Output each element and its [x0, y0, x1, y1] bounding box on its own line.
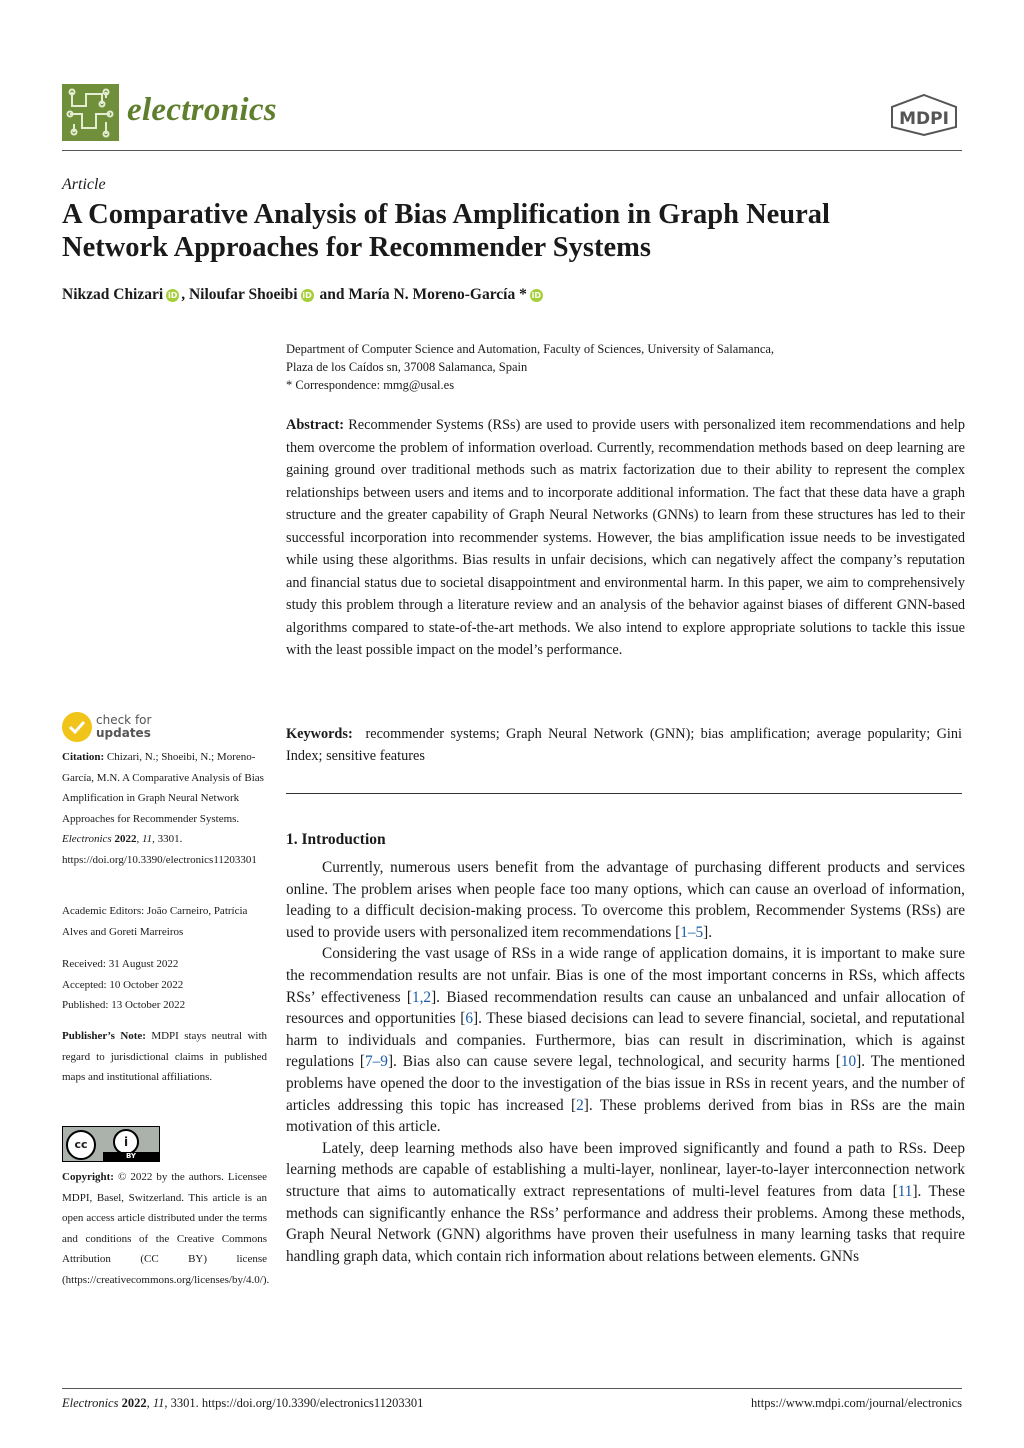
text-run: ]. These biased decisions can lead to severe financial, societal, and reputational harm to individuals and companies. Furthermore, bias can result in discrimination, which is against regulations [	[286, 1010, 965, 1071]
footer-divider	[62, 1388, 962, 1389]
footer-journal-url[interactable]: https://www.mdpi.com/journal/electronics	[751, 1396, 962, 1410]
citation-link[interactable]: 2	[576, 1096, 584, 1114]
citation-link[interactable]: 6	[465, 1010, 473, 1028]
introduction-body	[286, 857, 965, 1267]
text-run: ]. These problems derived from bias in RSs are the main motivation of this article.	[286, 1096, 966, 1136]
affiliation-line: Department of Computer Science and Automation, Faculty of Sciences, University of Salamanca,	[286, 342, 775, 356]
citation-link[interactable]: 1–5	[680, 923, 704, 941]
published-date: Published: 13 October 2022	[62, 999, 186, 1011]
title-line-1: A Comparative Analysis of Bias Amplification in Graph Neural	[62, 199, 830, 230]
section-heading: 1. Introduction	[286, 831, 386, 848]
author-separator: ,	[181, 286, 189, 303]
abstract-text: Recommender Systems (RSs) are used to provide users with personalized item recommendations and help them overcome the problem of information overload. Currently, recommendation methods based on deep learning are gaining ground over traditional methods such as matrix factorization due to their ability to represent the complex relationships between users and items and to incorporate additional information. The fact that these data have a graph structure and the greater capability of Graph Neural Networks (GNNs) to learn from these structures has led to their successful incorporation into recommender systems. However, the bias amplification issue needs to be investigated while using these algorithms. Bias results in unfair decisions, which can negatively affect the company’s reputation and financial status due to societal disappointment and environmental harm. In this paper, we aim to comprehensively study this problem through a literature review and an analysis of the behavior against biases of different GNN-based algorithms compared to state-of-the-art methods. We also intend to explore appropriate solutions to tackle this issue with the least possible impact on the model’s performance.	[286, 417, 965, 658]
copyright-notice	[62, 1167, 270, 1290]
mdpi-logo[interactable]	[888, 93, 960, 137]
text-run: ]. The mentioned problems have opened the door to the investigation of the bias issue in RSs in recent years, and the number of articles addressing this topic has increased [	[286, 1053, 965, 1114]
text-run: ]. Bias also can cause severe legal, technological, and security harms [	[387, 1053, 841, 1071]
article-type: Article	[62, 176, 106, 193]
cc-icon: cc	[66, 1130, 96, 1160]
footer-volume: , 11	[146, 1396, 165, 1410]
journal-name[interactable]: electronics	[127, 92, 277, 128]
keywords-label: Keywords:	[286, 726, 353, 742]
check-for-updates-button[interactable]	[62, 712, 192, 742]
publisher-note	[62, 1026, 267, 1088]
publisher-note-label: Publisher’s Note:	[62, 1030, 146, 1042]
citation-year: 2022	[111, 833, 137, 845]
citation-text: Chizari, N.; Shoeibi, N.; Moreno-García, M.N. A Comparative Analysis of Bias Amplification in Graph Neural Network Approaches for Recommender Systems.	[62, 751, 264, 825]
paragraph	[286, 857, 965, 943]
received-date: Received: 31 August 2022	[62, 958, 179, 970]
text-run: ].	[703, 923, 713, 941]
citation-block	[62, 747, 267, 870]
text-run: ]. Biased recommendation results can cause an unbalanced and unfair allocation of resources and opportunities [	[286, 988, 965, 1028]
check-updates-icon	[62, 712, 92, 742]
corresponding-mark: *	[515, 286, 527, 303]
footer-doi[interactable]: , 3301. https://doi.org/10.3390/electronics11203301	[164, 1396, 424, 1410]
text-run: Lately, deep learning methods also have been improved significantly and found a path to RSs. Deep learning methods are capable of establishing a multi-layer, nonlinear, layer-to-layer interconnection network structure that aims to automatically extract representations of multi-level features from data [	[286, 1139, 965, 1200]
orcid-icon[interactable]: iD	[167, 291, 178, 300]
citation-journal: Electronics	[62, 833, 112, 845]
citation-link[interactable]: 1,2	[411, 988, 432, 1006]
footer-citation	[62, 1396, 423, 1411]
mdpi-logo-text: MDPI	[899, 109, 949, 129]
citation-doi[interactable]: , 3301. https://doi.org/10.3390/electronics11203301	[62, 833, 257, 866]
paragraph	[286, 1138, 965, 1268]
footer-journal: Electronics	[62, 1396, 119, 1410]
author-list	[62, 286, 545, 304]
citation-link[interactable]: 11	[897, 1182, 913, 1200]
citation-link[interactable]: 10	[840, 1053, 857, 1071]
publisher-note-text: MDPI stays neutral with regard to jurisdictional claims in published maps and institutional affiliations.	[62, 1030, 267, 1083]
citation-volume: , 11	[136, 833, 153, 845]
citation-link[interactable]: 7–9	[364, 1053, 388, 1071]
orcid-icon[interactable]: iD	[531, 291, 542, 300]
keywords-text: recommender systems; Graph Neural Network (GNN); bias amplification; average popularity; Gini Index; sensitive features	[286, 726, 962, 764]
text-run: ]. These methods can significantly enhance the RSs’ performance and address their problems. Among these methods, Graph Neural Network (GNN) algorithms have proven their usefulness in many learning tasks that require handling graph data, which contain rich information about relations between elements. GNNs	[286, 1182, 965, 1265]
footer-year: 2022	[118, 1396, 147, 1410]
orcid-icon[interactable]: iD	[302, 291, 312, 300]
keywords	[286, 723, 962, 767]
title-line-2: Network Approaches for Recommender Systems	[62, 232, 651, 263]
cc-by-label: BY	[103, 1152, 159, 1161]
affiliation-line: Plaza de los Caídos sn, 37008 Salamanca, Spain	[286, 360, 528, 374]
publication-dates	[62, 954, 267, 1016]
copyright-text: © 2022 by the authors. Licensee MDPI, Basel, Switzerland. This article is an open access article distributed under the terms and conditions of the Creative Commons Attribution (CC BY) license (https://creativecommons.org/licenses/by/4.0/).	[62, 1171, 270, 1286]
text-run: Considering the vast usage of RSs in a wide range of application domains, it is important to make sure the recommendation results are not unfair. Bias is one of the most important concerns in RSs, which affects RSs’ effectiveness [	[286, 945, 965, 1006]
author-name: Niloufar Shoeibi	[188, 286, 298, 303]
correspondence: * Correspondence: mmg@usal.es	[286, 378, 455, 392]
check-updates-label: check for	[96, 713, 152, 727]
affiliation	[286, 340, 774, 394]
abstract-label: Abstract:	[286, 417, 344, 433]
citation-label: Citation:	[62, 751, 105, 763]
copyright-label: Copyright:	[62, 1171, 114, 1183]
attribution-icon: i	[113, 1129, 139, 1155]
author-name: Nikzad Chizari	[62, 286, 164, 303]
author-separator: and	[315, 286, 349, 303]
paper-title	[62, 198, 962, 264]
paragraph	[286, 943, 965, 1137]
cc-by-license-icon[interactable]	[62, 1126, 160, 1162]
author-name: María N. Moreno-García	[348, 286, 516, 303]
header-divider	[62, 150, 962, 151]
section-divider	[286, 793, 962, 794]
journal-logo-icon	[62, 84, 119, 141]
check-updates-label: updates	[96, 726, 151, 740]
text-run: Currently, numerous users benefit from the advantage of purchasing different products and services online. The problem arises when people face too many options, which can cause an overload of information, leading to a difficult decision-making process. To overcome this problem, Recommender Systems (RSs) are used to provide users with personalized item recommendations [	[286, 859, 965, 941]
accepted-date: Accepted: 10 October 2022	[62, 978, 184, 991]
abstract	[286, 414, 965, 662]
academic-editors: Academic Editors: João Carneiro, Patrícia Alves and Goreti Marreiros	[62, 905, 248, 938]
